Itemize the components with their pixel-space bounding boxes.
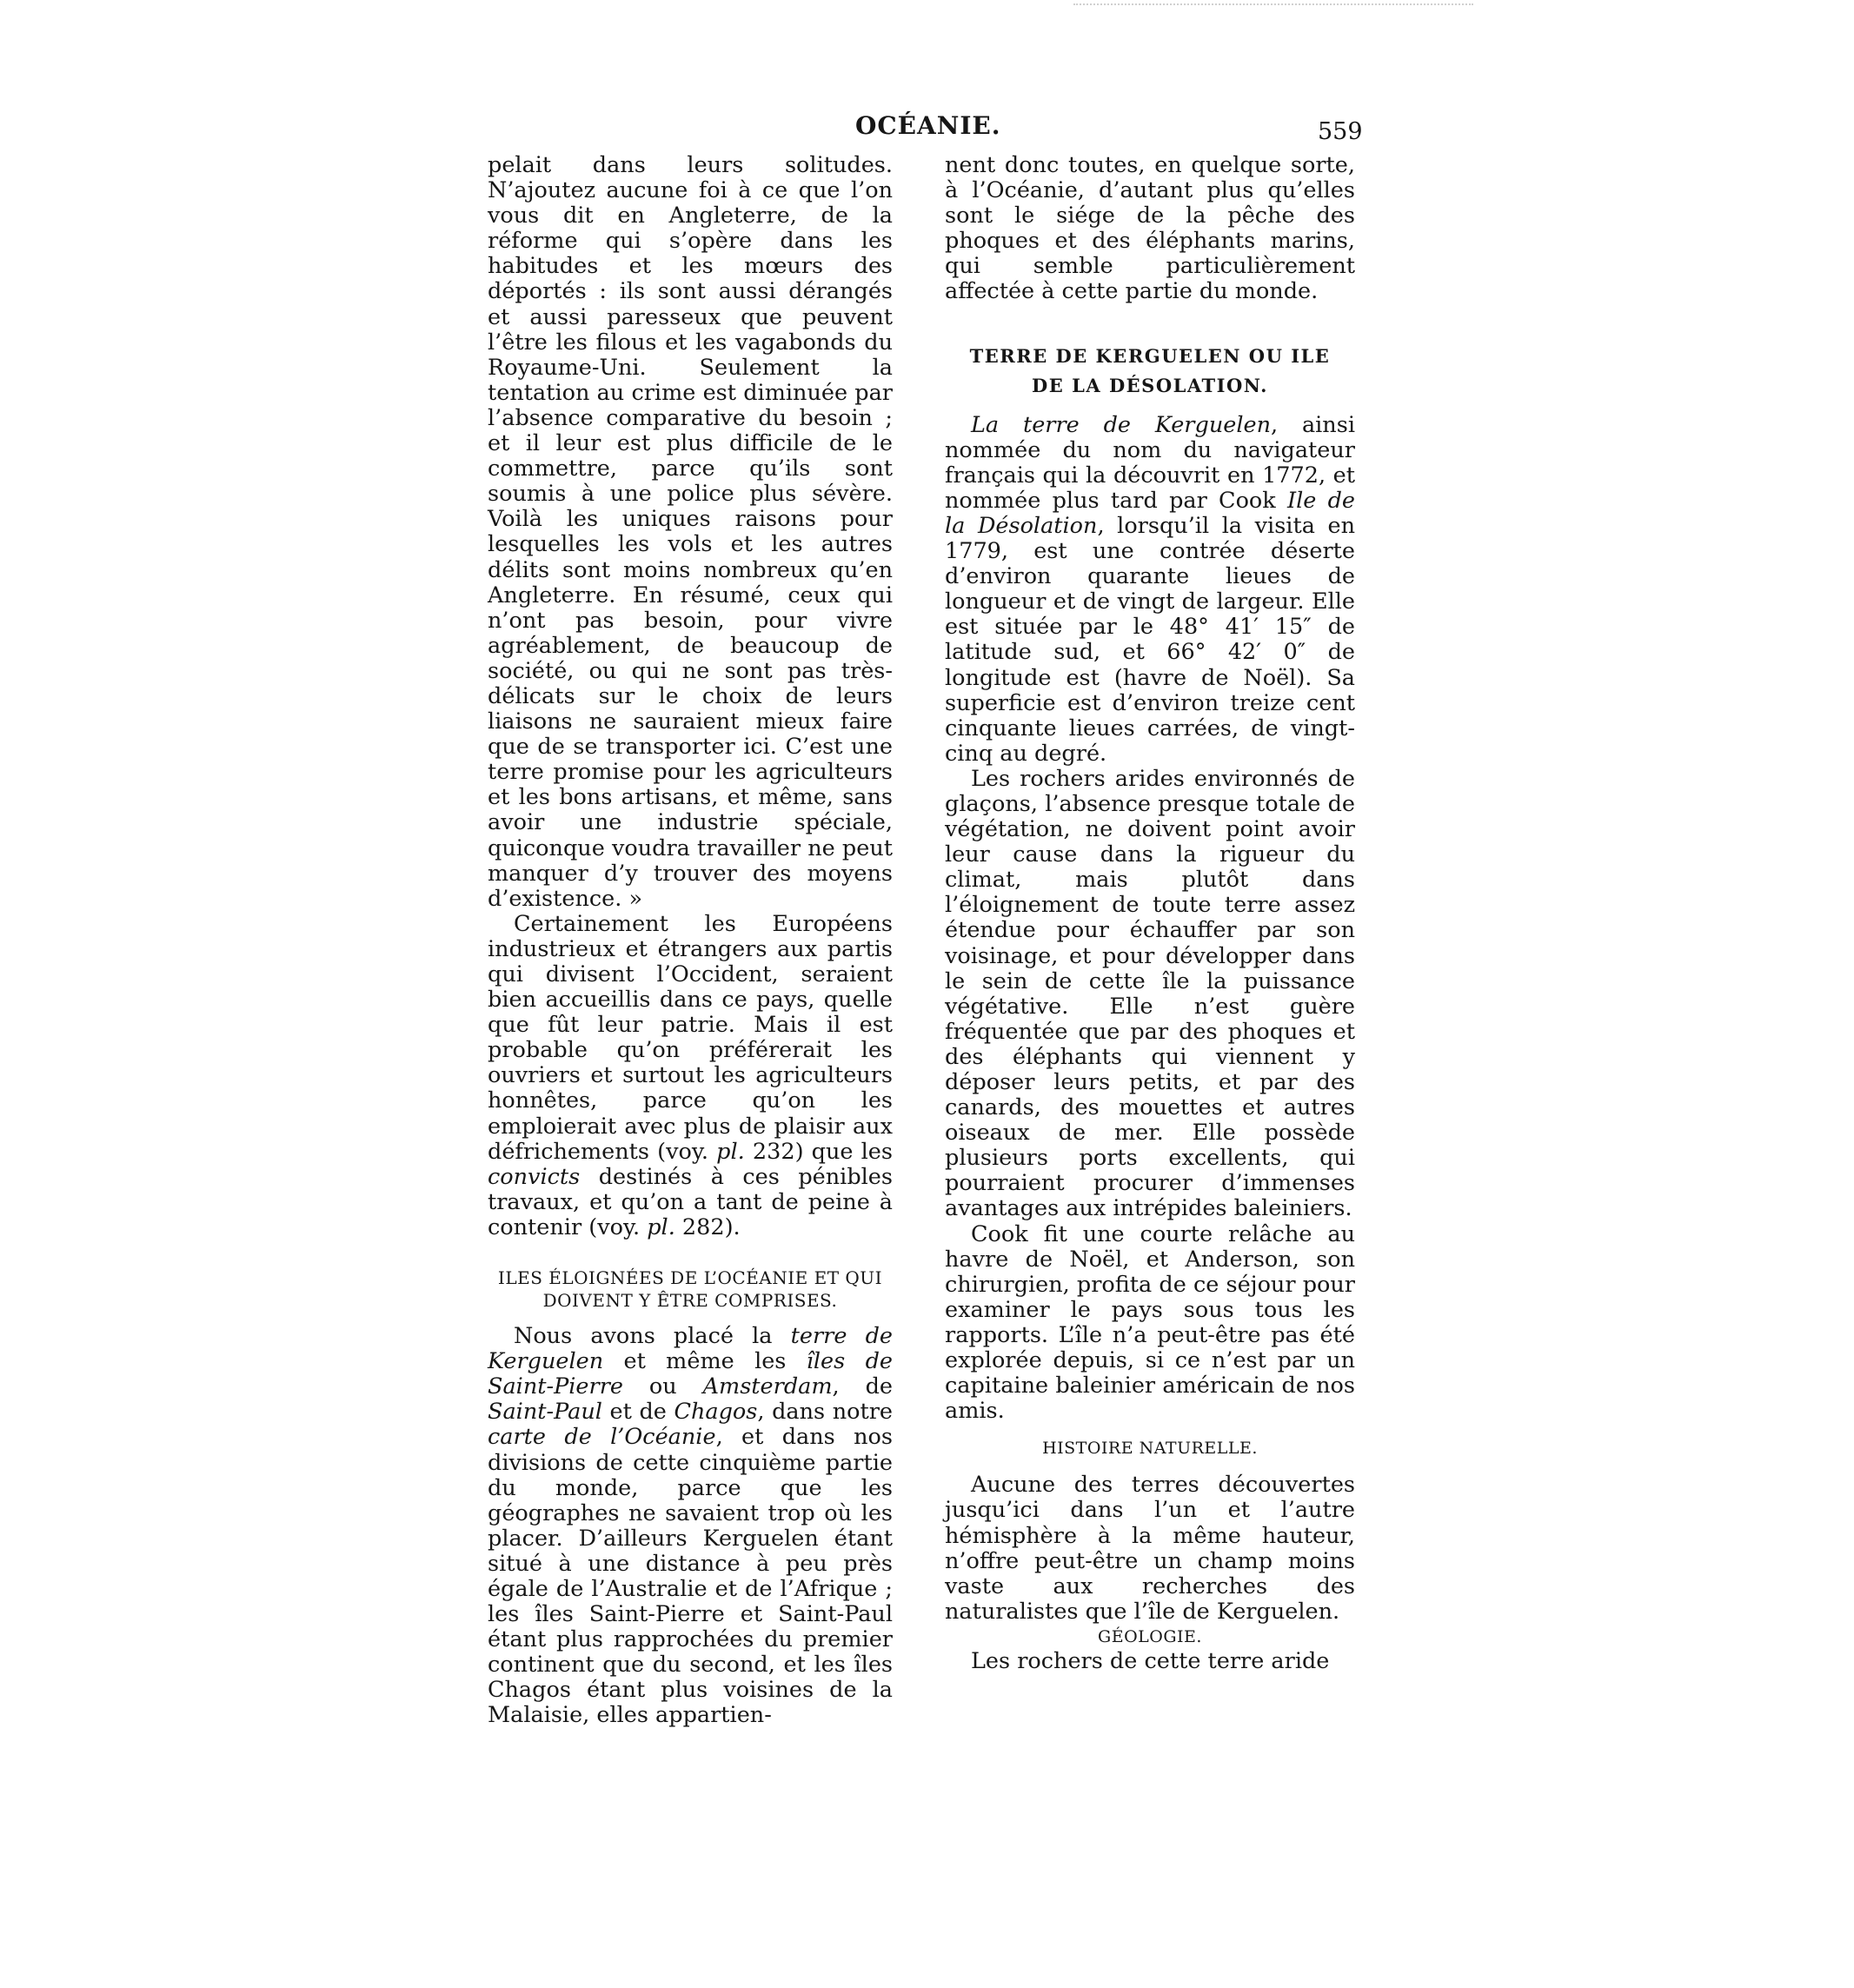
italic-term: terre de Kerguelen [488,1323,893,1375]
italic-term: La terre de Kerguelen [971,411,1272,438]
scan-edge-marks [1073,3,1473,12]
page-number: 559 [1318,118,1363,145]
section-heading-kerguelen-line2: DE LA DÉSOLATION. [1032,374,1268,396]
section-heading-iles-eloignees: ILES ÉLOIGNÉES DE L’OCÉANIE ET QUI DOIVENT Y ÊTRE COMPRISES. [497,1267,883,1312]
plate-ref: pl. [716,1138,745,1165]
running-title: OCÉANIE. [855,111,1001,140]
subheading-histoire-naturelle: HISTOIRE NATURELLE. [1042,1439,1258,1459]
text-span: et de [601,1399,674,1426]
right-paragraph-4: Cook fit une courte relâche au havre de Noël, et Anderson, son chirurgien, profita de ce séjour pour examiner le pays sous tous les rapports. L’île n’a peut-être pas été explorée depuis, si ce n’est par un capitaine baleinier américain de nos amis. [945,1220,1355,1425]
text-span: Nous avons placé la [514,1323,791,1350]
subheading-geologie: GÉOLOGIE. [1098,1626,1202,1646]
right-paragraph-1: nent donc toutes, en quelque sorte, à l’Océanie, d’autant plus qu’elles sont le siége de la pêche des phoques et des éléphants marins, qui semble particulièrement affectée à cette partie du monde. [945,152,1355,305]
italic-term: Saint-Paul [488,1399,602,1426]
right-paragraph-3: Les rochers arides environnés de glaçons, l’absence presque totale de végétation, ne doivent point avoir leur cause dans la rigueur du climat, mais plutôt dans l’éloignement de toute terre assez étendue pour échauffer par son voisinage, et pour développer dans le sein de cette île la puissance végétative. Elle n’est guère fréquentée que par des phoques et des éléphants qui viennent y déposer leurs petits, et par des canards, des mouettes et autres oiseaux de mer. Elle possède plusieurs ports excellents, qui pourraient procurer d’immenses avantages aux intrépides baleiniers. [945,765,1355,1222]
text-span: , de [832,1373,893,1400]
right-paragraph-2 [945,413,1355,767]
text-span: 282). [674,1213,741,1240]
left-paragraph-1: pelait dans leurs solitudes. N’ajoutez aucune foi à ce que l’on vous dit en Angleterre, de la réforme qui s’opère dans les habitudes et les mœurs des déportés : ils sont aussi dérangés et aussi paresseux que peuvent l’être les filous et les vagabonds du Royaume-Uni. Seulement la tentation au crime est diminuée par l’absence comparative du besoin ; et il leur est plus difficile de le commettre, parce qu’ils sont soumis à une police plus sévère. Voilà les uniques raisons pour lesquelles les vols et les autres délits sont moins nombreux qu’en Angleterre. En résumé, ceux qui n’ont pas besoin, pour vivre agréablement, de beaucoup de société, ou qui ne sont pas très-délicats sur le choix de leurs liaisons ne sauraient mieux faire que de se transporter ici. C’est une terre promise pour les agriculteurs et les bons artisans, et même, sans avoir une industrie spéciale, quiconque voudra travailler ne peut manquer d’y trouver des moyens d’existence. » [488,152,893,912]
text-span: Certainement les Européens industrieux et étrangers aux partis qui divisent l’Occident, seraient bien accueillis dans ce pays, quelle que fût leur patrie. Mais il est probable qu’on préférerait les ouvriers et surtout les agriculteurs honnêtes, parce qu’on les emploierait avec plus de plaisir aux défrichements (voy. [488,910,893,1165]
plate-ref: pl. [647,1213,675,1240]
italic-term: Ile de la Désolation [945,487,1356,539]
text-span: , lorsqu’il la visita en 1779, est une contrée déserte d’environ quarante lieues de longueur et de vingt de largeur. Elle est située par le 48° 41′ 15″ de latitude sud, et 66° 42′ 0″ de longitude est (havre de Noël). Sa superficie est d’environ treize cent cinquante lieues carrées, de vingt-cinq au degré. [945,512,1355,767]
right-paragraph-6: Les rochers de cette terre aride [971,1647,1330,1674]
italic-term: Chagos [674,1399,758,1426]
right-paragraph-5: Aucune des terres découvertes jusqu’ici dans l’un et l’autre hémisphère à la même hauteur, n’offre peut-être un champ moins vaste aux recherches des naturalistes que l’île de Kerguelen. [945,1472,1355,1625]
text-span: , et dans nos divisions de cette cinquième partie du monde, parce que les géographes ne savaient trop où les placer. D’ailleurs Kerguelen étant situé à une distance à peu près égale de l’Australie et de l’Afrique ; les îles Saint-Pierre et Saint-Paul étant plus rapprochées du premier continent que du second, et les îles Chagos étant plus voisines de la Malaisie, elles appartien- [488,1424,893,1729]
text-span: destinés à ces pénibles travaux, et qu’on a tant de peine à contenir (voy. [488,1163,893,1240]
text-span: 232) que les [744,1138,893,1165]
text-span: , ainsi nommée du nom du navigateur français qui la découvrit en 1772, et nommée plus tard par Cook [945,411,1355,514]
italic-term: convicts [488,1163,581,1190]
text-span: et même les [603,1348,807,1375]
text-span: ou [623,1373,703,1400]
right-column [945,153,1355,1674]
text-span: , dans notre [757,1399,894,1426]
italic-term: îles de Saint-Pierre [488,1348,893,1400]
left-paragraph-2 [488,912,893,1240]
left-paragraph-3 [488,1324,893,1729]
italic-term: carte de l’Océanie [488,1424,716,1451]
italic-term: Amsterdam [702,1373,833,1400]
left-column [488,153,893,1729]
section-heading-kerguelen-line1: TERRE DE KERGUELEN OU ILE [969,344,1331,367]
